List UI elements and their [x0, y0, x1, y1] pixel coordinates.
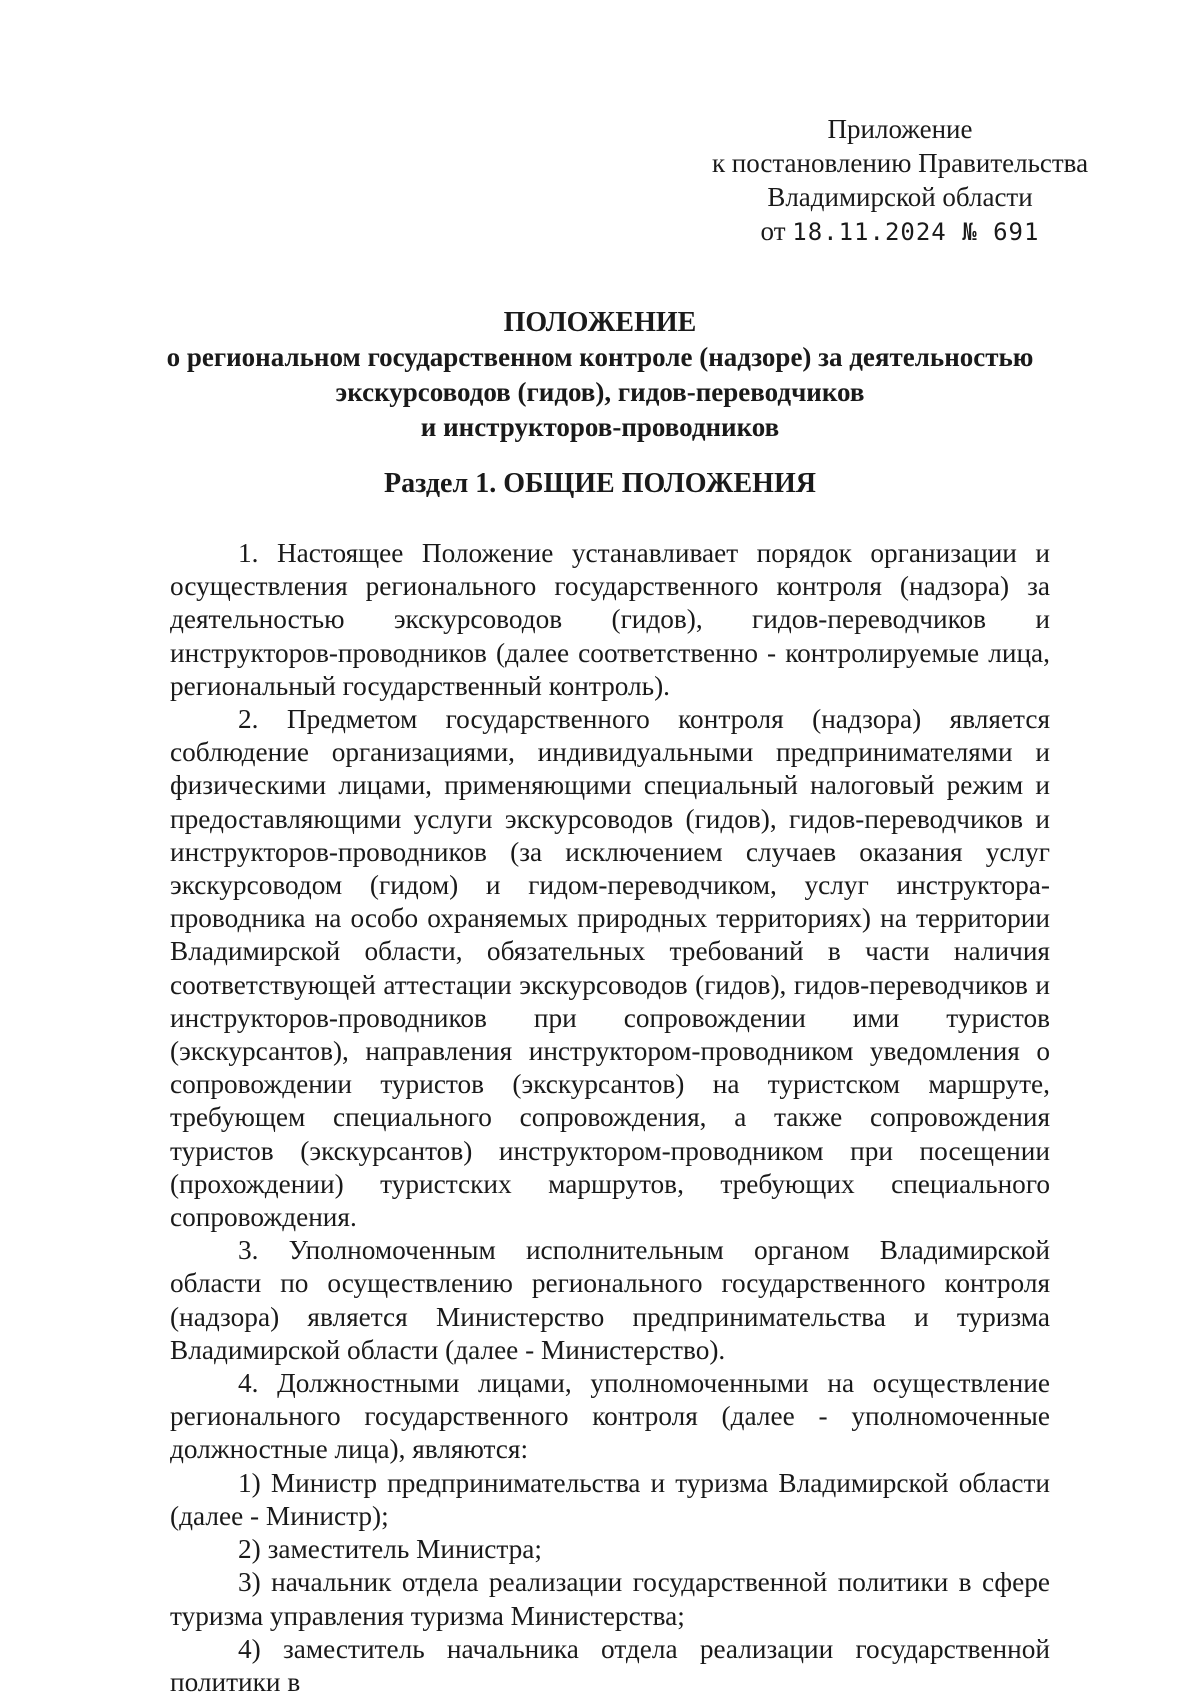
- appendix-date-number: 18.11.2024 № 691: [792, 218, 1040, 246]
- appendix-date-prefix: от: [760, 216, 786, 246]
- list-item-1: 1) Министр предпринимательства и туризма Владимирской области (далее - Министр);: [170, 1467, 1050, 1531]
- document-title: [150, 305, 1050, 445]
- section-heading: Раздел 1. ОБЩИЕ ПОЛОЖЕНИЯ: [384, 468, 816, 499]
- document-title-line-1: о региональном государственном контроле (надзоре) за деятельностью: [166, 342, 1034, 372]
- paragraph-3: 3. Уполномоченным исполнительным органом Владимирской области по осуществлению регионального государственного контроля (надзора) является Министерство предпринимательства и туризма Владимирской области (далее - Министерство).: [170, 1235, 1050, 1365]
- document-title-line-3: и инструкторов-проводников: [420, 412, 780, 442]
- paragraph-4: 4. Должностными лицами, уполномоченными на осуществление регионального государственного контроля (далее - уполномоченные должностные лица), являются:: [170, 1368, 1050, 1465]
- paragraph-2: 2. Предметом государственного контроля (надзора) является соблюдение организациями, индивидуальными предпринимателями и физическими лицами, применяющими специальный налоговый режим и предоставляющими услуги экскурсоводов (гидов), гидов-переводчиков и инструкторов-проводников (за исключением случаев оказания услуг экскурсоводом (гидом) и гидом-переводчиком, услуг инструктора-проводника на особо охраняемых природных территориях) на территории Владимирской области, обязательных требований в части наличия соответствующей аттестации экскурсоводов (гидов), гидов-переводчиков и инструкторов-проводников при сопровождении ими туристов (экскурсантов), направления инструктором-проводником уведомления о сопровождении туристов (экскурсантов) на туристском маршруте, требующем специального сопровождения, а также сопровождения туристов (экскурсантов) инструктором-проводником при посещении (прохождении) туристских маршрутов, требующих специального сопровождения.: [170, 704, 1050, 1233]
- appendix-region: Владимирской области: [767, 182, 1033, 212]
- appendix-label: Приложение: [827, 114, 973, 144]
- list-item-2: 2) заместитель Министра;: [238, 1534, 542, 1565]
- document-title-line-2: экскурсоводов (гидов), гидов-переводчиков: [335, 377, 865, 407]
- appendix-block: [690, 112, 1110, 249]
- appendix-reference: к постановлению Правительства: [711, 148, 1089, 178]
- document-title-main: ПОЛОЖЕНИЕ: [503, 307, 697, 338]
- list-item-4: 4) заместитель начальника отдела реализации государственной политики в: [170, 1633, 1050, 1697]
- appendix-date-line: [690, 214, 1110, 249]
- list-item-3: 3) начальник отдела реализации государственной политики в сфере туризма управления туризма Министерства;: [170, 1567, 1050, 1631]
- document-body: [170, 537, 1050, 1699]
- paragraph-1: 1. Настоящее Положение устанавливает порядок организации и осуществления регионального государственного контроля (надзора) за деятельностью экскурсоводов (гидов), гидов-переводчиков и инструкторов-проводников (далее соответственно - контролируемые лица, региональный государственный контроль).: [170, 538, 1050, 701]
